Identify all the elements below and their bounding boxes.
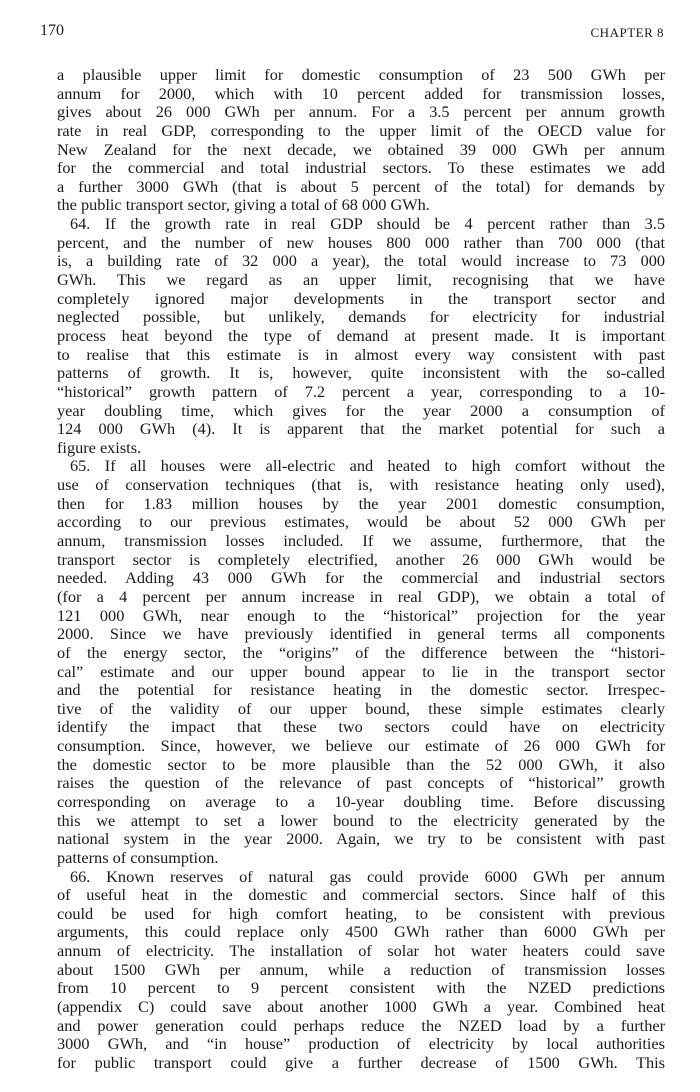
page-number: 170	[40, 22, 64, 39]
text-line: is, a building rate of 32 000 a year), the total would increase to 73 000	[57, 252, 665, 271]
text-line: a further 3000 GWh (that is about 5 percent of the total) for demands by	[57, 177, 665, 196]
text-line: according to our previous estimates, would be about 52 000 GWh per	[57, 513, 665, 532]
text-line: 65. If all houses were all-electric and heated to high comfort without the	[70, 457, 665, 476]
text-line: patterns of consumption.	[57, 848, 219, 867]
paragraph	[57, 215, 665, 457]
text-line: of the energy sector, the “origins” of the difference between the “histori-	[57, 643, 665, 662]
text-line: gives about 26 000 GWh per annum. For a 3.5 percent per annum growth	[57, 103, 665, 122]
text-line: a plausible upper limit for domestic consumption of 23 500 GWh per	[57, 66, 665, 84]
text-line: and the potential for resistance heating in the domestic sector. Irrespec-	[57, 681, 665, 700]
text-line: about 1500 GWh per annum, while a reduction of transmission losses	[57, 960, 665, 979]
text-line: tive of the validity of our upper bound, these simple estimates clearly	[57, 699, 665, 718]
text-line: the public transport sector, giving a total of 68 000 GWh.	[57, 196, 430, 215]
text-line: 2000. Since we have previously identified in general terms all components	[57, 625, 665, 644]
text-line: transport sector is completely electrified, another 26 000 GWh would be	[57, 550, 665, 569]
text-line: of useful heat in the domestic and commercial sectors. Since half of this	[57, 886, 665, 905]
text-line: year doubling time, which gives for the year 2000 a consumption of	[57, 401, 665, 420]
text-line: annum, transmission losses included. If we assume, furthermore, that the	[57, 532, 665, 551]
text-line: cal” estimate and our upper bound appear to lie in the transport sector	[57, 662, 665, 681]
text-line: process heat beyond the type of demand at present made. It is important	[57, 326, 665, 345]
text-line: then for 1.83 million houses by the year 2001 domestic consumption,	[57, 494, 665, 513]
text-line: GWh. This we regard as an upper limit, recognising that we have	[57, 271, 665, 290]
paragraph	[57, 868, 665, 1073]
text-line: this we attempt to set a lower bound to the electricity generated by the	[57, 811, 665, 830]
text-line: and power generation could perhaps reduce the NZED load by a further	[57, 1016, 665, 1035]
text-line: corresponding on average to a 10-year doubling time. Before discussing	[57, 792, 665, 811]
text-line: the domestic sector to be more plausible than the 52 000 GWh, it also	[57, 755, 665, 774]
text-line: for public transport could give a further decrease of 1500 GWh. This	[57, 1053, 665, 1072]
text-line: “historical” growth pattern of 7.2 percent a year, corresponding to a 10-	[57, 382, 665, 401]
text-line: (appendix C) could save about another 1000 GWh a year. Combined heat	[57, 998, 665, 1017]
text-line: to realise that this estimate is in almost every way consistent with past	[57, 345, 665, 364]
text-line: use of conservation techniques (that is, with resistance heating only used),	[57, 476, 665, 495]
text-line: 3000 GWh, and “in house” production of electricity by local authorities	[57, 1035, 665, 1054]
text-line: could be used for high comfort heating, to be consistent with previous	[57, 904, 665, 923]
text-line: (for a 4 percent per annum increase in real GDP), we obtain a total of	[57, 587, 665, 606]
text-line: 64. If the growth rate in real GDP should be 4 percent rather than 3.5	[70, 215, 665, 234]
text-line: 121 000 GWh, near enough to the “historical” projection for the year	[57, 606, 665, 625]
text-line: needed. Adding 43 000 GWh for the commercial and industrial sectors	[57, 569, 665, 588]
text-line: annum for 2000, which with 10 percent added for transmission losses,	[57, 84, 665, 103]
body-text	[57, 66, 665, 1073]
text-line: from 10 percent to 9 percent consistent with the NZED predictions	[57, 979, 665, 998]
text-line: for the commercial and total industrial sectors. To these estimates we add	[57, 159, 665, 178]
text-line: 66. Known reserves of natural gas could provide 6000 GWh per annum	[70, 867, 665, 886]
paragraph	[57, 66, 665, 215]
text-line: national system in the year 2000. Again, we try to be consistent with past	[57, 830, 665, 849]
text-line: neglected possible, but unlikely, demands for electricity for industrial	[57, 308, 665, 327]
text-line: 124 000 GWh (4). It is apparent that the market potential for such a	[57, 420, 665, 439]
text-line: annum of electricity. The installation of solar hot water heaters could save	[57, 942, 665, 961]
text-line: New Zealand for the next decade, we obtained 39 000 GWh per annum	[57, 140, 665, 159]
text-line: raises the question of the relevance of past concepts of “historical” growth	[57, 774, 665, 793]
text-line: completely ignored major developments in the transport sector and	[57, 289, 665, 308]
running-header-chapter: CHAPTER 8	[590, 25, 664, 40]
paragraph	[57, 457, 665, 867]
text-line: rate in real GDP, corresponding to the upper limit of the OECD value for	[57, 121, 665, 140]
text-line: identify the impact that these two sectors could have on electricity	[57, 718, 665, 737]
text-line: consumption. Since, however, we believe our estimate of 26 000 GWh for	[57, 737, 665, 756]
text-line: percent, and the number of new houses 800 000 rather than 700 000 (that	[57, 233, 665, 252]
text-line: patterns of growth. It is, however, quite inconsistent with the so-called	[57, 364, 665, 383]
text-line: figure exists.	[57, 438, 142, 457]
text-line: arguments, this could replace only 4500 GWh rather than 6000 GWh per	[57, 923, 665, 942]
